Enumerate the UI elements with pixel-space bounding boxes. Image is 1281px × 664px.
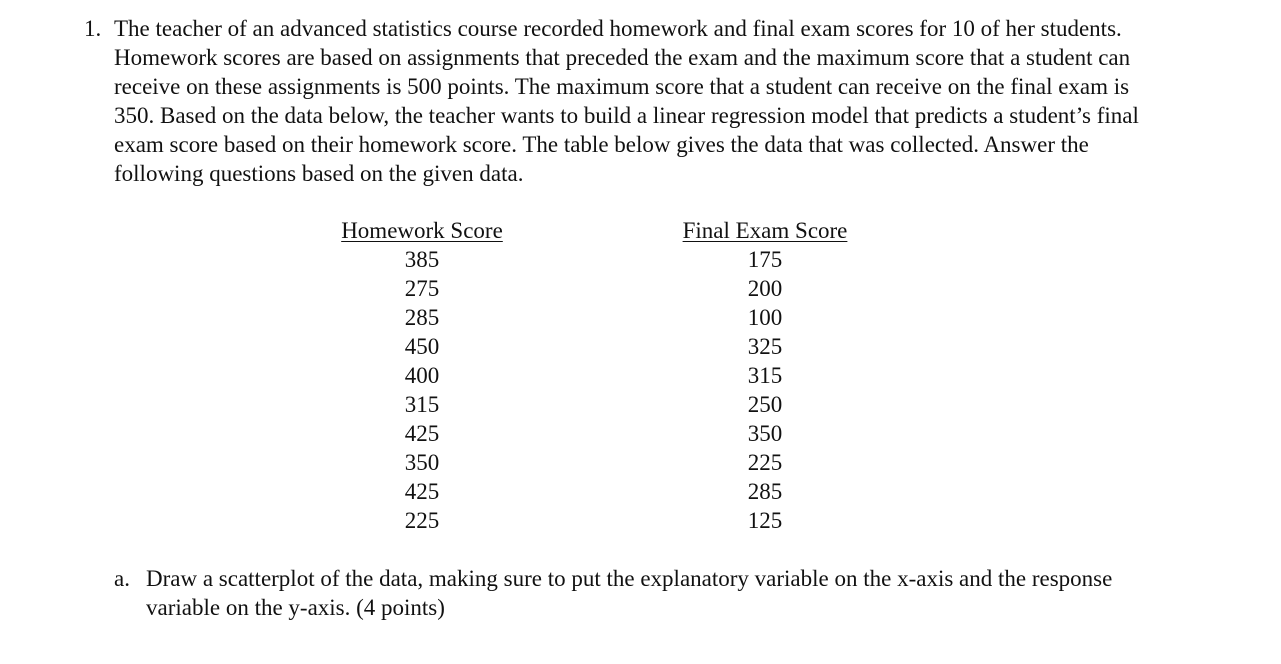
final-exam-score-cell: 125 [747,508,783,533]
column-gap [524,216,670,245]
homework-score-cell: 400 [404,363,440,388]
table-row [320,419,860,448]
homework-score-cell: 285 [404,305,440,330]
header-final-exam-score: Final Exam Score [682,218,848,243]
homework-score-cell: 350 [404,450,440,475]
homework-score-cell: 385 [404,247,440,272]
homework-score-cell: 425 [404,479,440,504]
final-exam-score-cell: 225 [747,450,783,475]
homework-score-cell: 315 [404,392,440,417]
final-exam-score-cell: 350 [747,421,783,446]
table-row [320,274,860,303]
header-homework-score: Homework Score [341,218,503,243]
data-table [320,216,860,535]
part-a-label: a. [114,566,130,591]
final-exam-score-cell: 175 [747,247,783,272]
homework-score-cell: 425 [404,421,440,446]
table-row [320,506,860,535]
problem-statement: The teacher of an advanced statistics course recorded homework and final exam scores for 10 of her students. Homework scores are based on assignments that preceded the exam and the maximum score that a student can receive on these assignments is 500 points. The maximum score that a student can receive on the final exam is 350. Based on the data below, the teacher wants to build a linear regression model that predicts a student’s final exam score based on their homework score. The table below gives the data that was collected. Answer the following questions based on the given data. [114,16,1139,186]
homework-score-cell: 225 [404,508,440,533]
final-exam-score-cell: 285 [747,479,783,504]
final-exam-score-cell: 100 [747,305,783,330]
problem-1 [84,14,1164,188]
part-a-text: Draw a scatterplot of the data, making sure to put the explanatory variable on the x-axis and the response variable on the y-axis. (4 points) [146,566,1113,620]
table-row [320,448,860,477]
homework-score-cell: 450 [404,334,440,359]
table-row [320,477,860,506]
table-row [320,361,860,390]
problem-number: 1. [84,16,102,41]
table-row [320,390,860,419]
table-row [320,245,860,274]
homework-score-cell: 275 [404,276,440,301]
final-exam-score-cell: 200 [747,276,783,301]
final-exam-score-cell: 250 [747,392,783,417]
final-exam-score-cell: 315 [747,363,783,388]
table-row [320,332,860,361]
part-a [114,564,1174,622]
table-row [320,303,860,332]
final-exam-score-cell: 325 [747,334,783,359]
table-header-row [320,216,860,245]
